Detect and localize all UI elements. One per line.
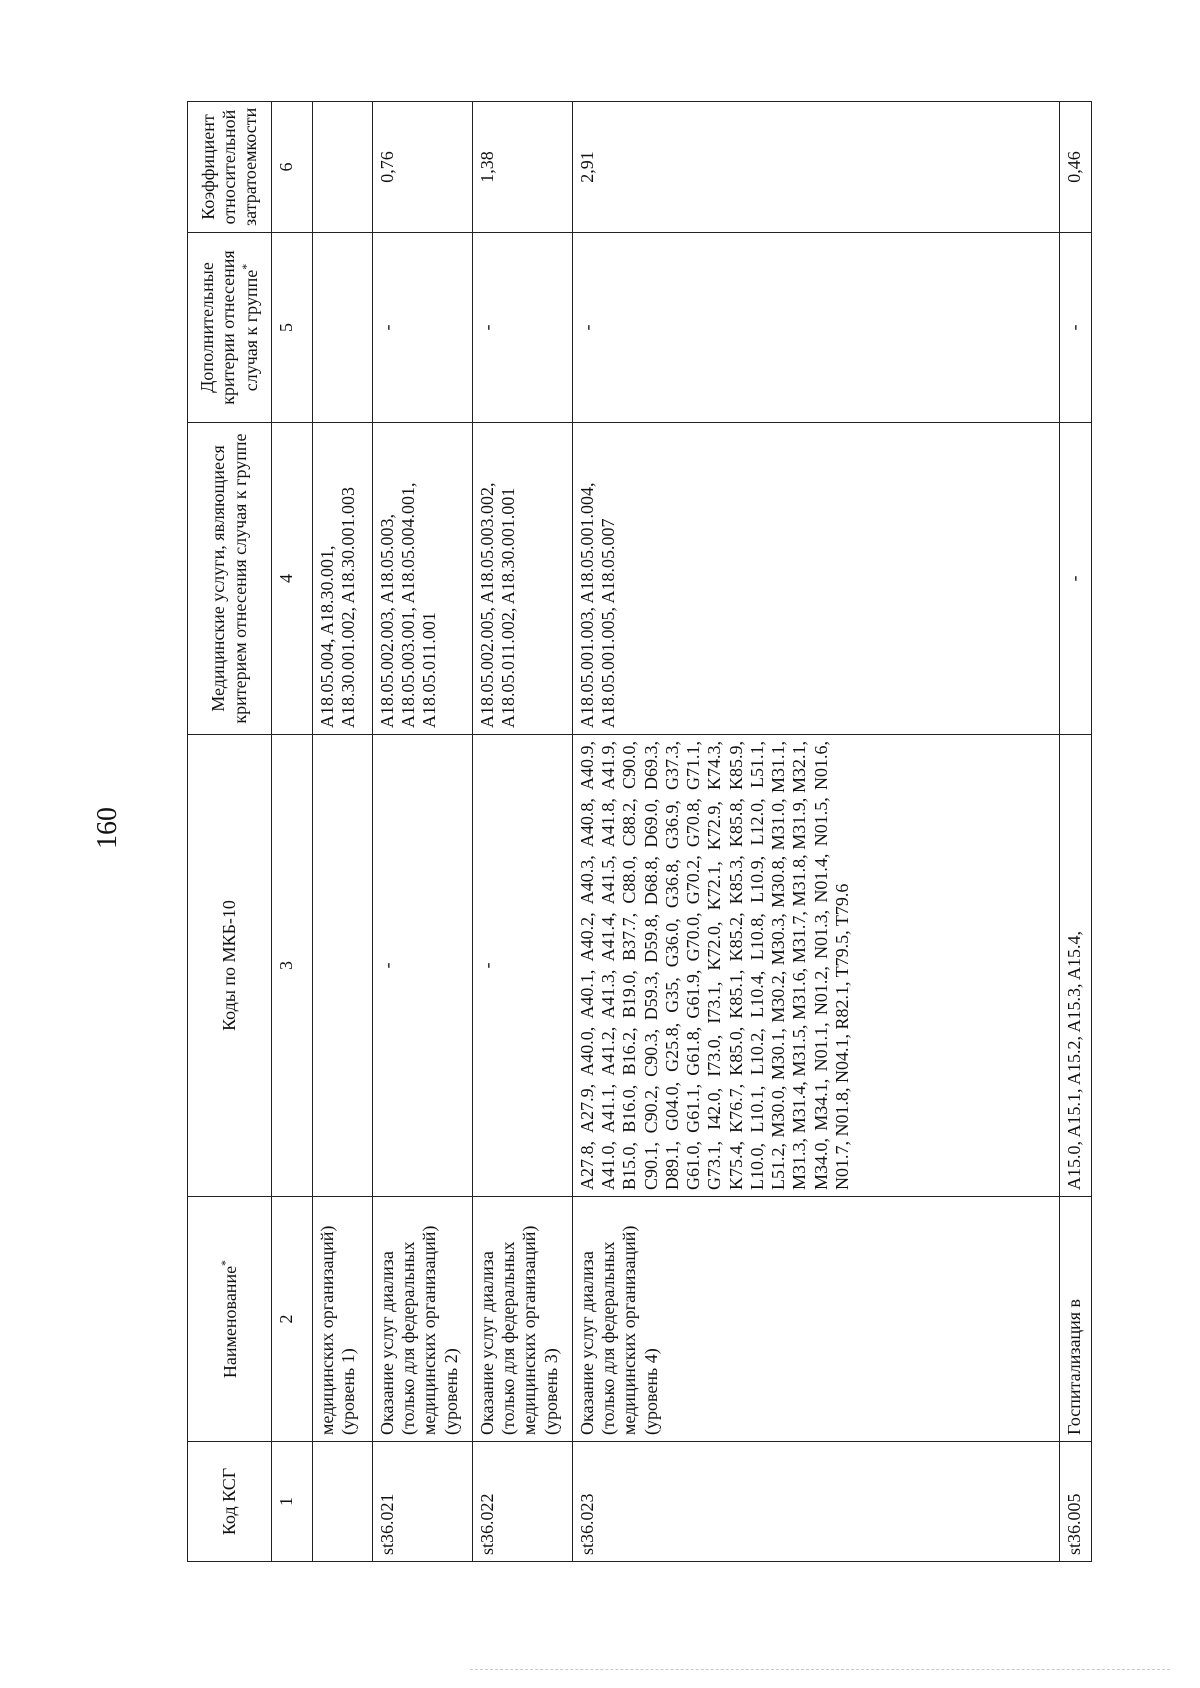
column-number: 4 (272, 423, 313, 735)
ksg-code (313, 1442, 373, 1562)
column-number: 1 (272, 1442, 313, 1562)
medical-services: A18.05.002.005, A18.05.003.002, A18.05.011.002, A18.30.001.001 (473, 423, 573, 735)
extra-footnote-mark: * (239, 263, 254, 270)
header-row (188, 102, 272, 1562)
medical-services: A18.05.004, A18.30.001, A18.30.001.002, A18.30.001.003 (313, 423, 373, 735)
group-name: Госпитализация в (1060, 1197, 1092, 1442)
scan-artifact-line (470, 1669, 1170, 1671)
ksg-code: st36.005 (1060, 1442, 1092, 1562)
header-code: Код КСГ (188, 1442, 272, 1562)
column-number: 2 (272, 1197, 313, 1442)
table-row (373, 102, 473, 1562)
mkb-codes: - (473, 735, 573, 1197)
cost-coefficient: 0,46 (1060, 102, 1092, 233)
header-name: Наименование* (188, 1197, 272, 1442)
cost-coefficient: 2,91 (573, 102, 1060, 233)
medical-services: A18.05.001.003, A18.05.001.004, A18.05.001.005, A18.05.007 (573, 423, 1060, 735)
extra-criteria: - (573, 233, 1060, 423)
ksg-code: st36.021 (373, 1442, 473, 1562)
column-number: 3 (272, 735, 313, 1197)
header-services: Медицинские услуги, являющиеся критерием отнесения случая к группе (188, 423, 272, 735)
group-name: медицинских организаций) (уровень 1) (313, 1197, 373, 1442)
column-number: 6 (272, 102, 313, 233)
page-number: 160 (92, 807, 123, 849)
extra-criteria (313, 233, 373, 423)
ksg-code: st36.023 (573, 1442, 1060, 1562)
table-row (1060, 102, 1092, 1562)
cost-coefficient (313, 102, 373, 233)
group-name: Оказание услуг диализа (только для федеральных медицинских организаций) (уровень 3) (473, 1197, 573, 1442)
medical-services: - (1060, 423, 1092, 735)
extra-criteria: - (373, 233, 473, 423)
mkb-codes: A27.8, A27.9, A40.0, A40.1, A40.2, A40.3, A40.8, A40.9, A41.0, A41.1, A41.2, A41.3, A41.4, A41.5, A41.8, A41.9, B15.0, B16.0, B16.2, B19.0, B37.7, C88.0, C88.2, C90.0, C90.1, C90.2, C90.3, D59.3, D59.8, D68.8, D69.0, D69.3, D89.1, G04.0, G25.8, G35, G36.0, G36.8, G36.9, G37.3, G61.0, G61.1, G61.8, G61.9, G70.0, G70.2, G70.8, G71.1, G73.1, I42.0, I73.0, I73.1, K72.0, K72.1, K72.9, K74.3, K75.4, K76.7, K85.0, K85.1, K85.2, K85.3, K85.8, K85.9, L10.0, L10.1, L10.2, L10.4, L10.8, L10.9, L12.0, L51.1, L51.2, M30.0, M30.1, M30.2, M30.3, M30.8, M31.0, M31.1, M31.3, M31.4, M31.5, M31.6, M31.7, M31.8, M31.9, M32.1, M34.0, M34.1, N01.1, N01.2, N01.3, N01.4, N01.5, N01.6, N01.7, N01.8, N04.1, R82.1, T79.5, T79.6 (573, 735, 1060, 1197)
extra-criteria: - (1060, 233, 1092, 423)
header-extra: Дополнительные критерии отнесения случая к группе* (188, 233, 272, 423)
column-number-row (272, 102, 313, 1562)
extra-criteria: - (473, 233, 573, 423)
table-row (573, 102, 1060, 1562)
ksg-code: st36.022 (473, 1442, 573, 1562)
medical-services: A18.05.002.003, A18.05.003, A18.05.003.001, A18.05.004.001, A18.05.011.001 (373, 423, 473, 735)
name-footnote-mark: * (217, 1259, 232, 1266)
mkb-codes (313, 735, 373, 1197)
cost-coefficient: 1,38 (473, 102, 573, 233)
group-name: Оказание услуг диализа (только для федеральных медицинских организаций) (уровень 2) (373, 1197, 473, 1442)
header-mkb: Коды по МКБ-10 (188, 735, 272, 1197)
ksg-table (187, 101, 1092, 1562)
table-row (313, 102, 373, 1562)
group-name: Оказание услуг диализа (только для федеральных медицинских организаций) (уровень 4) (573, 1197, 1060, 1442)
column-number: 5 (272, 233, 313, 423)
header-coef: Коэффициент относительной затратоемкости (188, 102, 272, 233)
table-row (473, 102, 573, 1562)
rotated-table-container (187, 102, 1092, 1562)
cost-coefficient: 0,76 (373, 102, 473, 233)
mkb-codes: A15.0, A15.1, A15.2, A15.3, A15.4, (1060, 735, 1092, 1197)
mkb-codes: - (373, 735, 473, 1197)
